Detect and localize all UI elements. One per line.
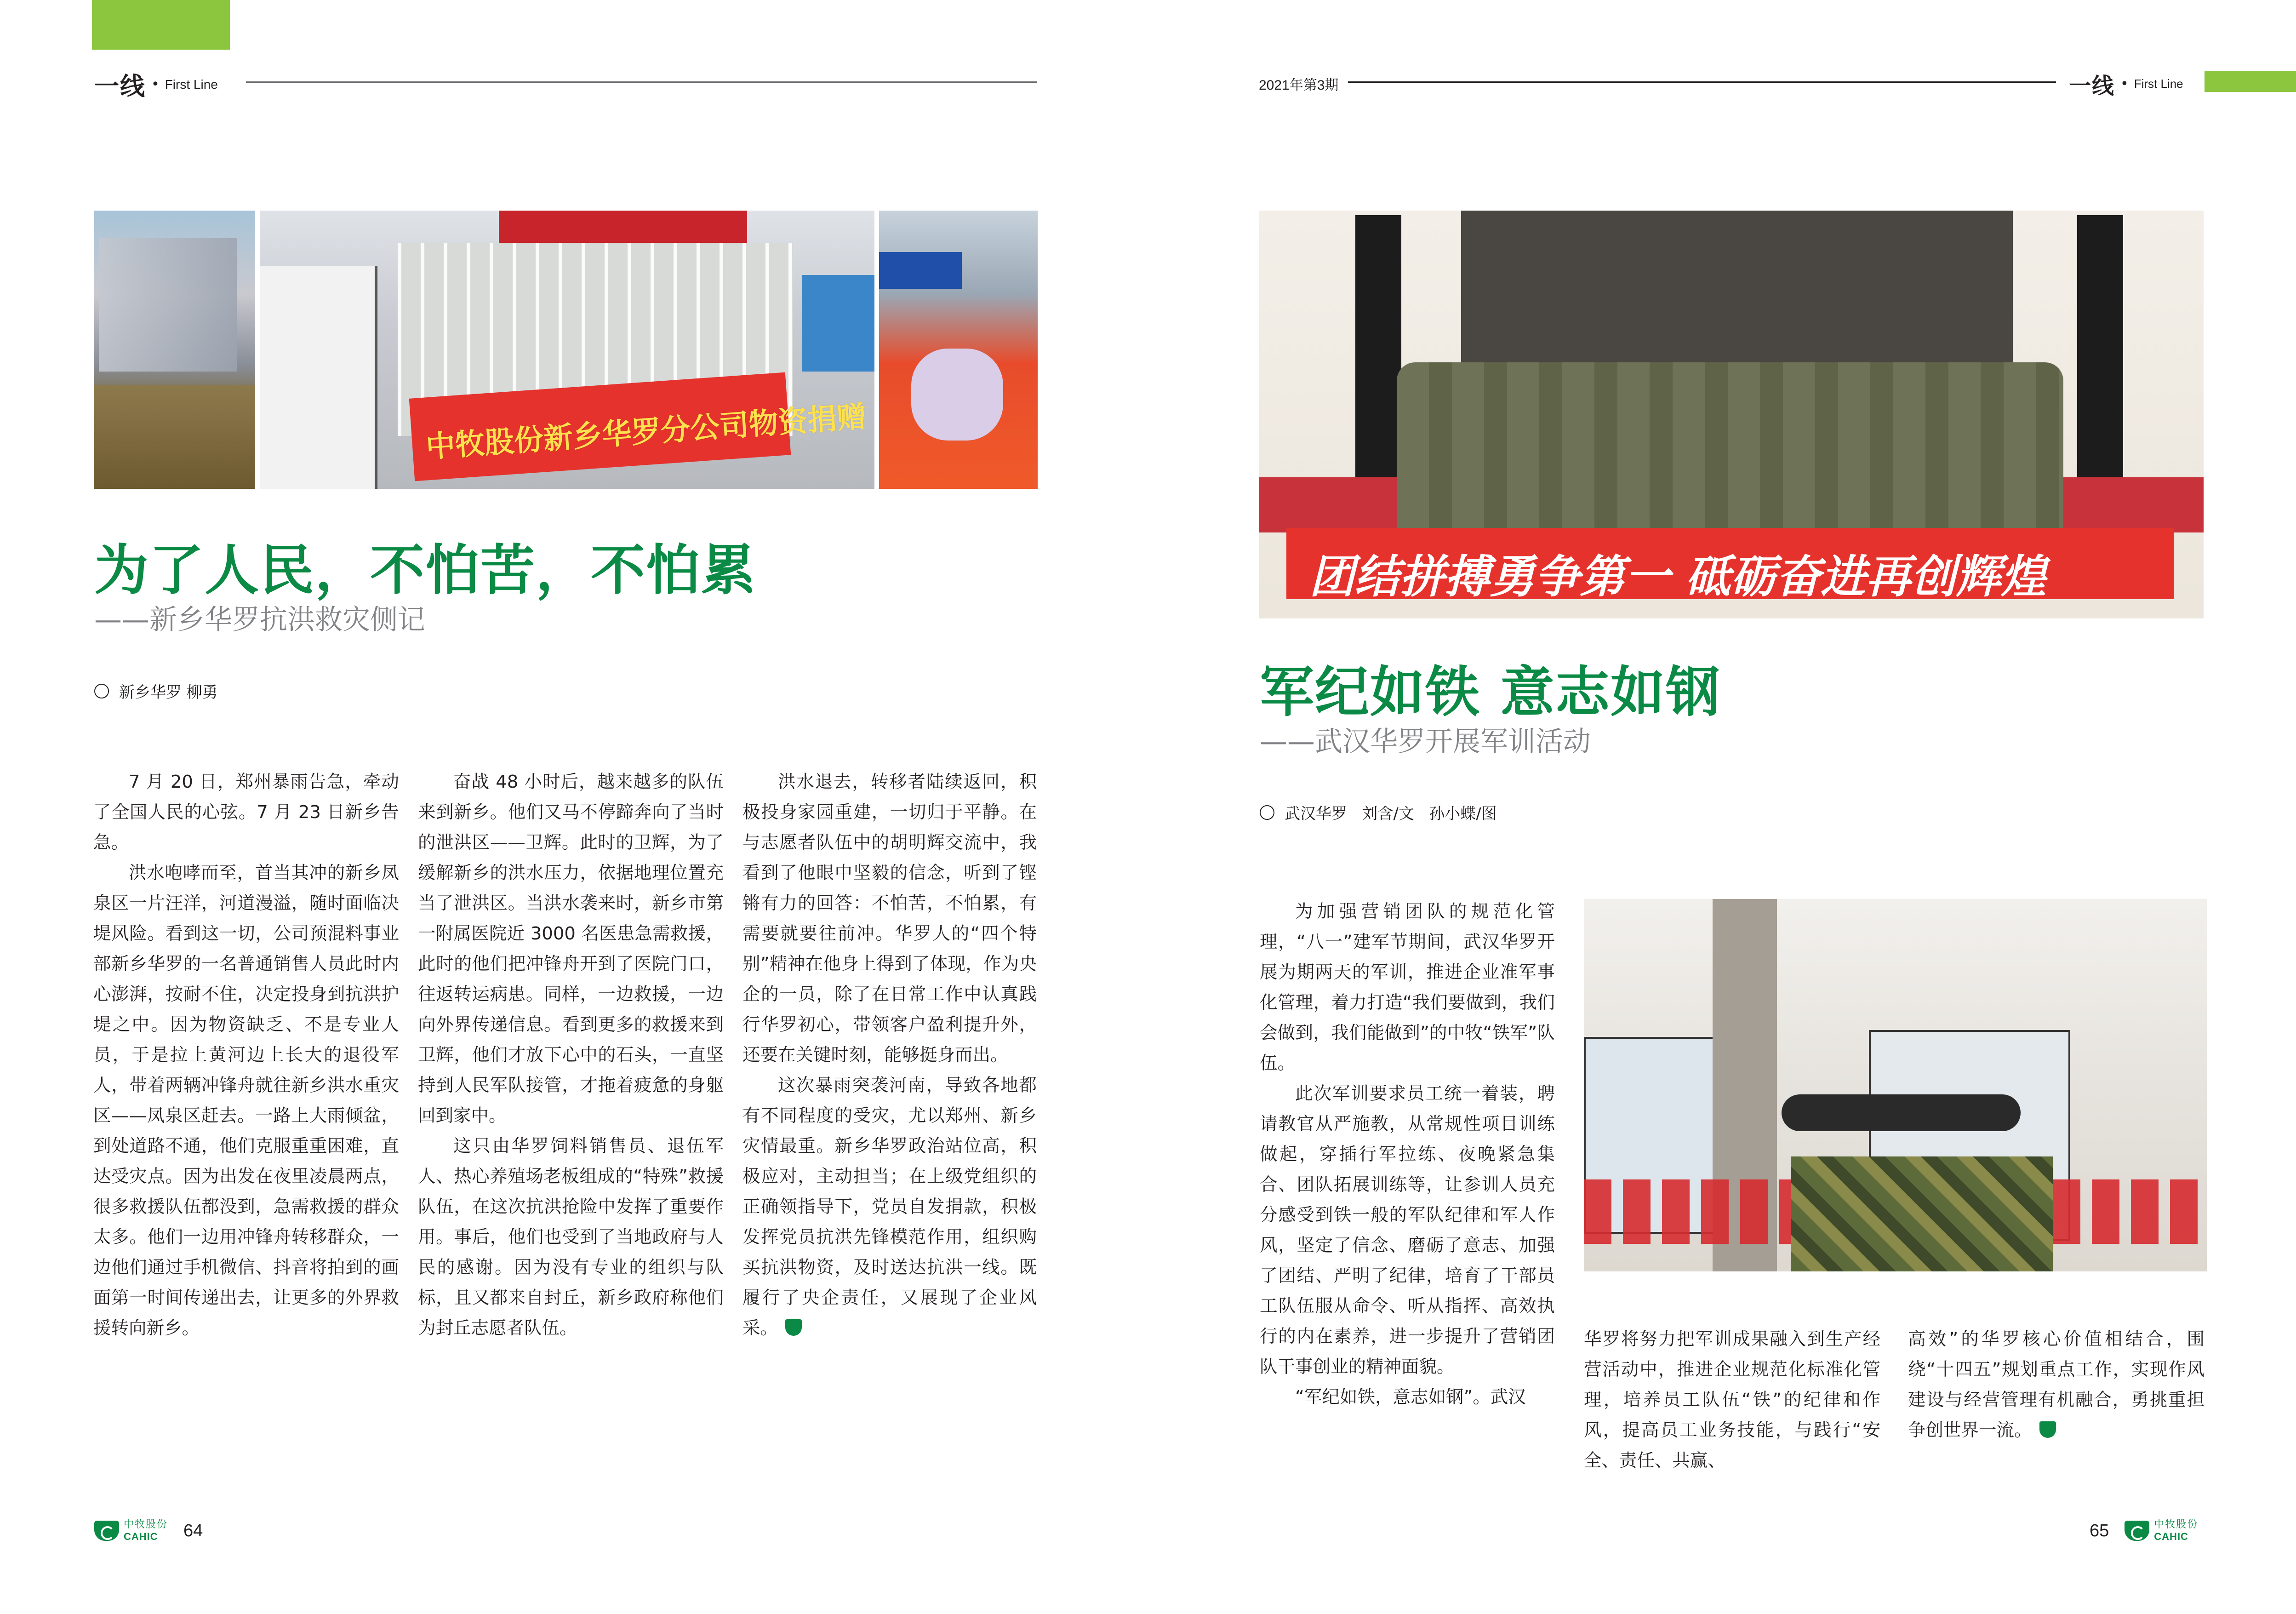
body-column-3 <box>742 767 1037 1344</box>
photo-donation-truck <box>260 211 874 489</box>
byline-left <box>94 680 218 702</box>
article-title-right: 军纪如铁 意志如钢 <box>1260 660 1721 724</box>
paragraph: 洪水咆哮而至，首当其冲的新乡凤泉区一片汪洋，河道漫溢，随时面临决堤风险。看到这一切，公司预混料事业部新乡华罗的一名普通销售人员此时内心澎湃，按耐不住，决定投身到抗洪护堤之中。因为物资缺乏、不是专业人员，于是拉上黄河边上长大的退役军人，带着两辆冲锋舟就往新乡洪水重灾区——凤泉区赶去。一路上大雨倾盆，到处道路不通，他们克服重重困难，直达受灾点。因为出发在夜里凌晨两点，很多救援队伍都没到，急需救援的群众太多。他们一边用冲锋舟转移群众，一边他们通过手机微信、抖音将拍到的画面第一时间传递出去，让更多的外界救援转向新乡。 <box>93 863 399 1339</box>
footer-left <box>94 1520 203 1542</box>
header-rule-left <box>246 81 1037 83</box>
lifted-person-shape <box>1782 1094 2021 1131</box>
running-header-right <box>2069 68 2183 100</box>
paragraph: 奋战 48 小时后，越来越多的队伍来到新乡。他们又马不停蹄奔向了当时的泄洪区——卫辉。此时的卫辉，为了缓解新乡的洪水压力，依据地理位置充当了泄洪区。当洪水袭来时，新乡市第一附属医院近 3000 名医患急需救援，此时的他们把冲锋舟开到了医院门口，往返转运病患。同样，一边救援，一边向外界传递信息。看到更多的救援来到卫辉，他们才放下心中的石头，一直坚持到人民军队接管，才拖着疲惫的身躯回到家中。 <box>418 772 724 1126</box>
slogan-banner-text: 团结拼搏勇争第一 砥砺奋进再创辉煌 <box>1309 551 2046 603</box>
logo-en: CAHIC <box>2154 1531 2188 1542</box>
paragraph: 为加强营销团队的规范化管理，“八一”建军节期间，武汉华罗开展为期两天的军训，推进企业准军事化管理，着力打造“我们要做到，我们会做到，我们能做到”的中牧“铁军”队伍。 <box>1260 901 1555 1074</box>
article-title-left: 为了人民，不怕苦，不怕累 <box>94 538 757 602</box>
water-shape <box>94 385 255 489</box>
separator-dot: • <box>2120 76 2129 92</box>
trainees-shape <box>1397 362 2063 537</box>
photo-rescue-boat <box>879 211 1038 489</box>
paragraph-text: 这次暴雨突袭河南，导致各地都有不同程度的受灾，尤以郑州、新乡灾情最重。新乡华罗政治站位高，积极应对，主动担当；在上级党组织的正确领指导下，党员自发捐款，积极发挥党员抗洪先锋模范作用，组织购买抗洪物资，及时送达抗洪一线。既履行了央企责任，又展现了企业风采。 <box>742 1075 1037 1339</box>
paragraph: 华罗将努力把军训成果融入到生产经营活动中，推进企业规范化标准化管理，培养员工队伍“铁”的纪律和作风，提高员工业务技能，与践行“安全、责任、共赢、 <box>1584 1329 1880 1471</box>
cahic-logo-text <box>124 1520 168 1542</box>
lifting-group-shape <box>1791 1156 2053 1271</box>
tent-shape <box>879 252 962 289</box>
article-subtitle-left: ——新乡华罗抗洪救灾侧记 <box>94 604 425 636</box>
speaker-left-shape <box>1355 215 1401 477</box>
section-label-cn: 一线 <box>2069 73 2115 99</box>
paragraph: 洪水退去，转移者陆续返回，积极投身家园重建，一切归于平静。在与志愿者队伍中的胡明辉交流中，我看到了他眼中坚毅的信念，听到了铿锵有力的回答：不怕苦，不怕累，有需要就要往前冲。华罗人的“四个特别”精神在他身上得到了体现，作为央企的一员，除了在日常工作中认真践行华罗初心，带领客户盈利提升外，还要在关键时刻，能够挺身而出。 <box>742 772 1037 1065</box>
page-number: 65 <box>2090 1521 2109 1540</box>
page-number: 64 <box>183 1521 203 1540</box>
cahic-logo-text <box>2154 1520 2198 1542</box>
paragraph <box>742 1070 1037 1344</box>
byline-right <box>1260 801 1497 824</box>
section-tab-left <box>92 0 230 50</box>
truck-cab-shape <box>260 266 377 489</box>
passenger-shape <box>911 349 1003 441</box>
logo-en: CAHIC <box>124 1531 158 1542</box>
article-subtitle-right: ——武汉华罗开展军训活动 <box>1260 726 1591 758</box>
paragraph: 这只由华罗饲料销售员、退伍军人、热心养殖场老板组成的“特殊”救援队伍，在这次抗洪抢险中发挥了重要作用。事后，他们也受到了当地政府与人民的感谢。因为没有专业的组织与队标，且又都来自封丘，新乡政府称他们为封丘志愿者队伍。 <box>418 1136 724 1339</box>
body-column-6 <box>1908 1324 2205 1446</box>
cahic-logo-icon <box>94 1521 119 1541</box>
section-tab-right <box>2205 71 2296 92</box>
paragraph <box>1908 1324 2205 1446</box>
photo-group-training <box>1259 211 2204 618</box>
paragraph-text: 高效”的华罗核心价值相结合，围绕“十四五”规划重点工作，实现作风建设与经营管理有机融合，勇挑重担争创世界一流。 <box>1908 1329 2205 1441</box>
paragraph: 此次军训要求员工统一着装，聘请教官从严施教，从常规性项目训练做起，穿插行军拉练、夜晚紧急集合、团队拓展训练等，让参训人员充分感受到铁一般的军队纪律和军人作风，坚定了信念、磨砺了意志、加强了团结、严明了纪律，培育了干部员工队伍服从命令、听从指挥、高效执行的内在素养，进一步提升了营销团队干事创业的精神面貌。 <box>1260 1083 1555 1377</box>
byline-circle-icon <box>1260 805 1274 820</box>
photo-trust-lift <box>1584 899 2207 1271</box>
body-column-5 <box>1584 1324 1880 1476</box>
section-label-en: First Line <box>2134 77 2183 91</box>
cahic-logo-icon <box>2125 1521 2149 1541</box>
running-header-left <box>94 67 218 102</box>
footer-right <box>2090 1520 2198 1542</box>
blue-sign-shape <box>802 275 874 372</box>
header-rule-right <box>1348 81 2056 83</box>
body-column-1 <box>93 767 399 1344</box>
building-shape <box>99 238 237 372</box>
paragraph: 7 月 20 日，郑州暴雨告急，牵动了全国人民的心弦。7 月 23 日新乡告急。 <box>93 772 399 853</box>
separator-dot: • <box>151 76 160 92</box>
body-column-4 <box>1260 897 1555 1413</box>
section-label-en: First Line <box>165 77 218 92</box>
byline-text: 武汉华罗 刘含/文 孙小蝶/图 <box>1285 805 1497 823</box>
body-column-2 <box>418 767 724 1344</box>
byline-text: 新乡华罗 柳勇 <box>119 683 218 702</box>
logo-cn: 中牧股份 <box>2154 1519 2199 1530</box>
end-mark-logo-icon <box>2039 1421 2056 1438</box>
logo-cn: 中牧股份 <box>124 1519 168 1530</box>
speaker-right-shape <box>2077 215 2123 477</box>
paragraph: “军纪如铁，意志如钢”。武汉 <box>1295 1387 1526 1408</box>
section-label-cn: 一线 <box>94 72 146 101</box>
photo-flooded-street <box>94 211 255 489</box>
end-mark-logo-icon <box>785 1319 802 1336</box>
byline-circle-icon <box>94 684 109 698</box>
issue-label: 2021年第3期 <box>1259 78 1339 93</box>
donation-banner-text: 中牧股份新乡华罗分公司物资捐赠 <box>425 400 868 465</box>
